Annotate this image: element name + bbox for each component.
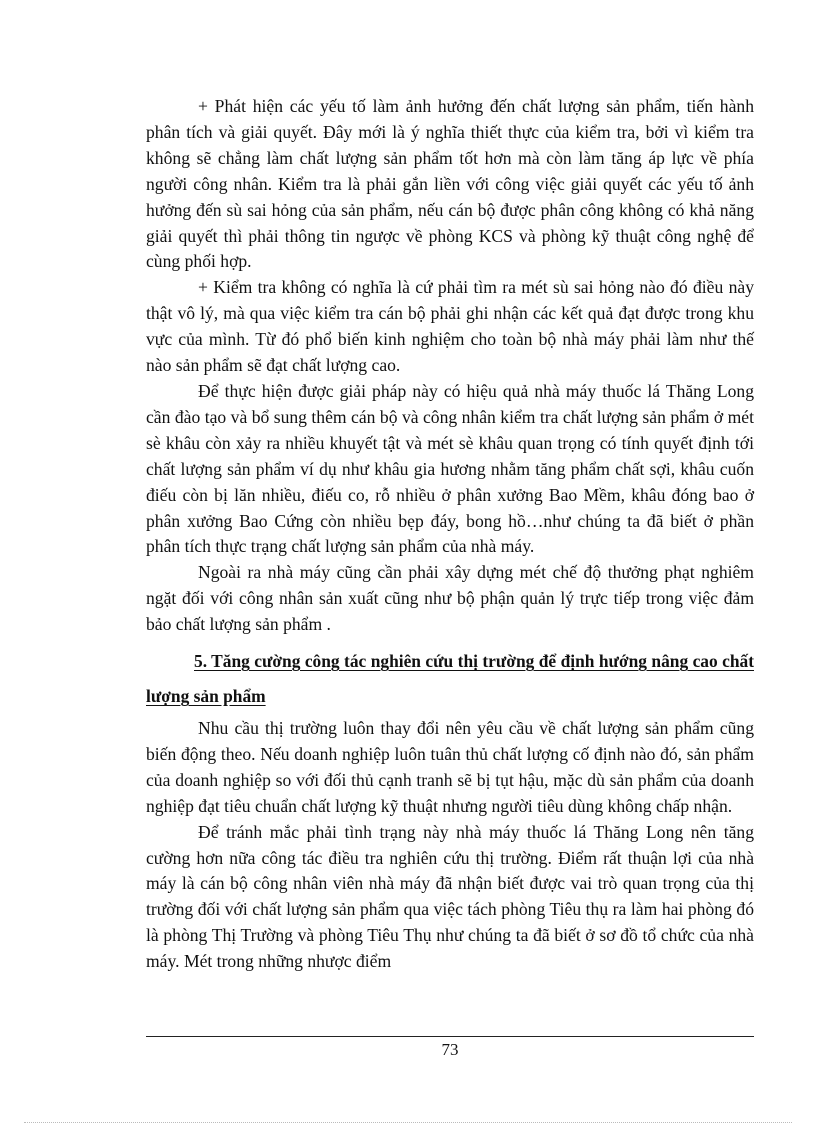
paragraph-training-solution: Để thực hiện được giải pháp này có hiệu quả nhà máy thuốc lá Thăng Long cần đào tạo và bổ sung thêm cán bộ và công nhân kiểm tra chất lượng sản phẩm ở mét sè khâu còn xảy ra nhiều khuyết tật và mét sè khâu quan trọng có tính quyết định tới chất lượng sản phẩm ví dụ như khâu gia hương nhằm tăng phẩm chất sợi, khâu cuốn điếu còn bị lăn nhiều, điếu co, rỗ nhiều ở phân xưởng Bao Mềm, khâu đóng bao ở phân xưởng Bao Cứng còn nhiều bẹp đáy, bong hồ…như chúng ta đã biết ở phần phân tích thực trạng chất lượng sản phẩm của nhà máy. — [146, 380, 754, 557]
page-number: 73 — [441, 1040, 459, 1059]
page-body — [146, 94, 754, 975]
paragraph-market-demand: Nhu cầu thị trường luôn thay đổi nên yêu cầu về chất lượng sản phẩm cũng biến động theo. Nếu doanh nghiệp luôn tuân thủ chất lượng cố định nào đó, sản phẩm của doanh nghiệp so với đối thủ cạnh tranh sẽ bị tụt hậu, mặc dù sản phẩm của doanh nghiệp đạt tiêu chuẩn chất lượng kỹ thuật nhưng người tiêu dùng không chấp nhận. — [146, 718, 754, 816]
paragraph-inspection-meaning: + Kiểm tra không có nghĩa là cứ phải tìm ra mét sù sai hỏng nào đó điều này thật vô lý, mà qua việc kiểm tra cán bộ phải ghi nhận các kết quả đạt được trong khu vực của mình. Từ đó phổ biến kinh nghiệm cho toàn bộ nhà máy phải làm như thế nào sản phẩm sẽ đạt chất lượng cao. — [146, 277, 754, 376]
section-heading-wrapper — [146, 644, 754, 714]
footer-divider — [146, 1036, 754, 1037]
section-heading: 5. Tăng cường công tác nghiên cứu thị trường để định hướng nâng cao chất lượng sản phẩm — [146, 651, 754, 707]
paragraph-reward-penalty: Ngoài ra nhà máy cũng cần phải xây dựng mét chế độ thưởng phạt nghiêm ngặt đối với công nhân sản xuất cũng như bộ phận quản lý trực tiếp trong việc đảm bảo chất lượng sản phẩm . — [146, 562, 754, 635]
paragraph-detect-factors: + Phát hiện các yếu tố làm ảnh hưởng đến chất lượng sản phẩm, tiến hành phân tích và giải quyết. Đây mới là ý nghĩa thiết thực của kiểm tra, bởi vì kiểm tra không sẽ chẳng làm chất lượng sản phẩm tốt hơn mà còn làm tăng áp lực về phía người công nhân. Kiểm tra là phải gắn liền với công việc giải quyết các yếu tố ảnh hưởng đến sù sai hỏng của sản phẩm, nếu cán bộ được phân công không có khả năng giải quyết thì phải thông tin ngược về phòng KCS và phòng kỹ thuật công nghệ để cùng phối hợp. — [146, 96, 754, 272]
paragraph-market-research: Để tránh mắc phải tình trạng này nhà máy thuốc lá Thăng Long nên tăng cường hơn nữa công tác điều tra nghiên cứu thị trường. Điểm rất thuận lợi của nhà máy là cán bộ công nhân viên nhà máy đã nhận biết được vai trò quan trọng của thị trường đối với chất lượng sản phẩm qua việc tách phòng Tiêu thụ ra làm hai phòng đó là phòng Thị Trường và phòng Tiêu Thụ như chúng ta đã biết ở sơ đồ tổ chức của nhà máy. Mét trong những nhược điểm — [146, 821, 754, 972]
